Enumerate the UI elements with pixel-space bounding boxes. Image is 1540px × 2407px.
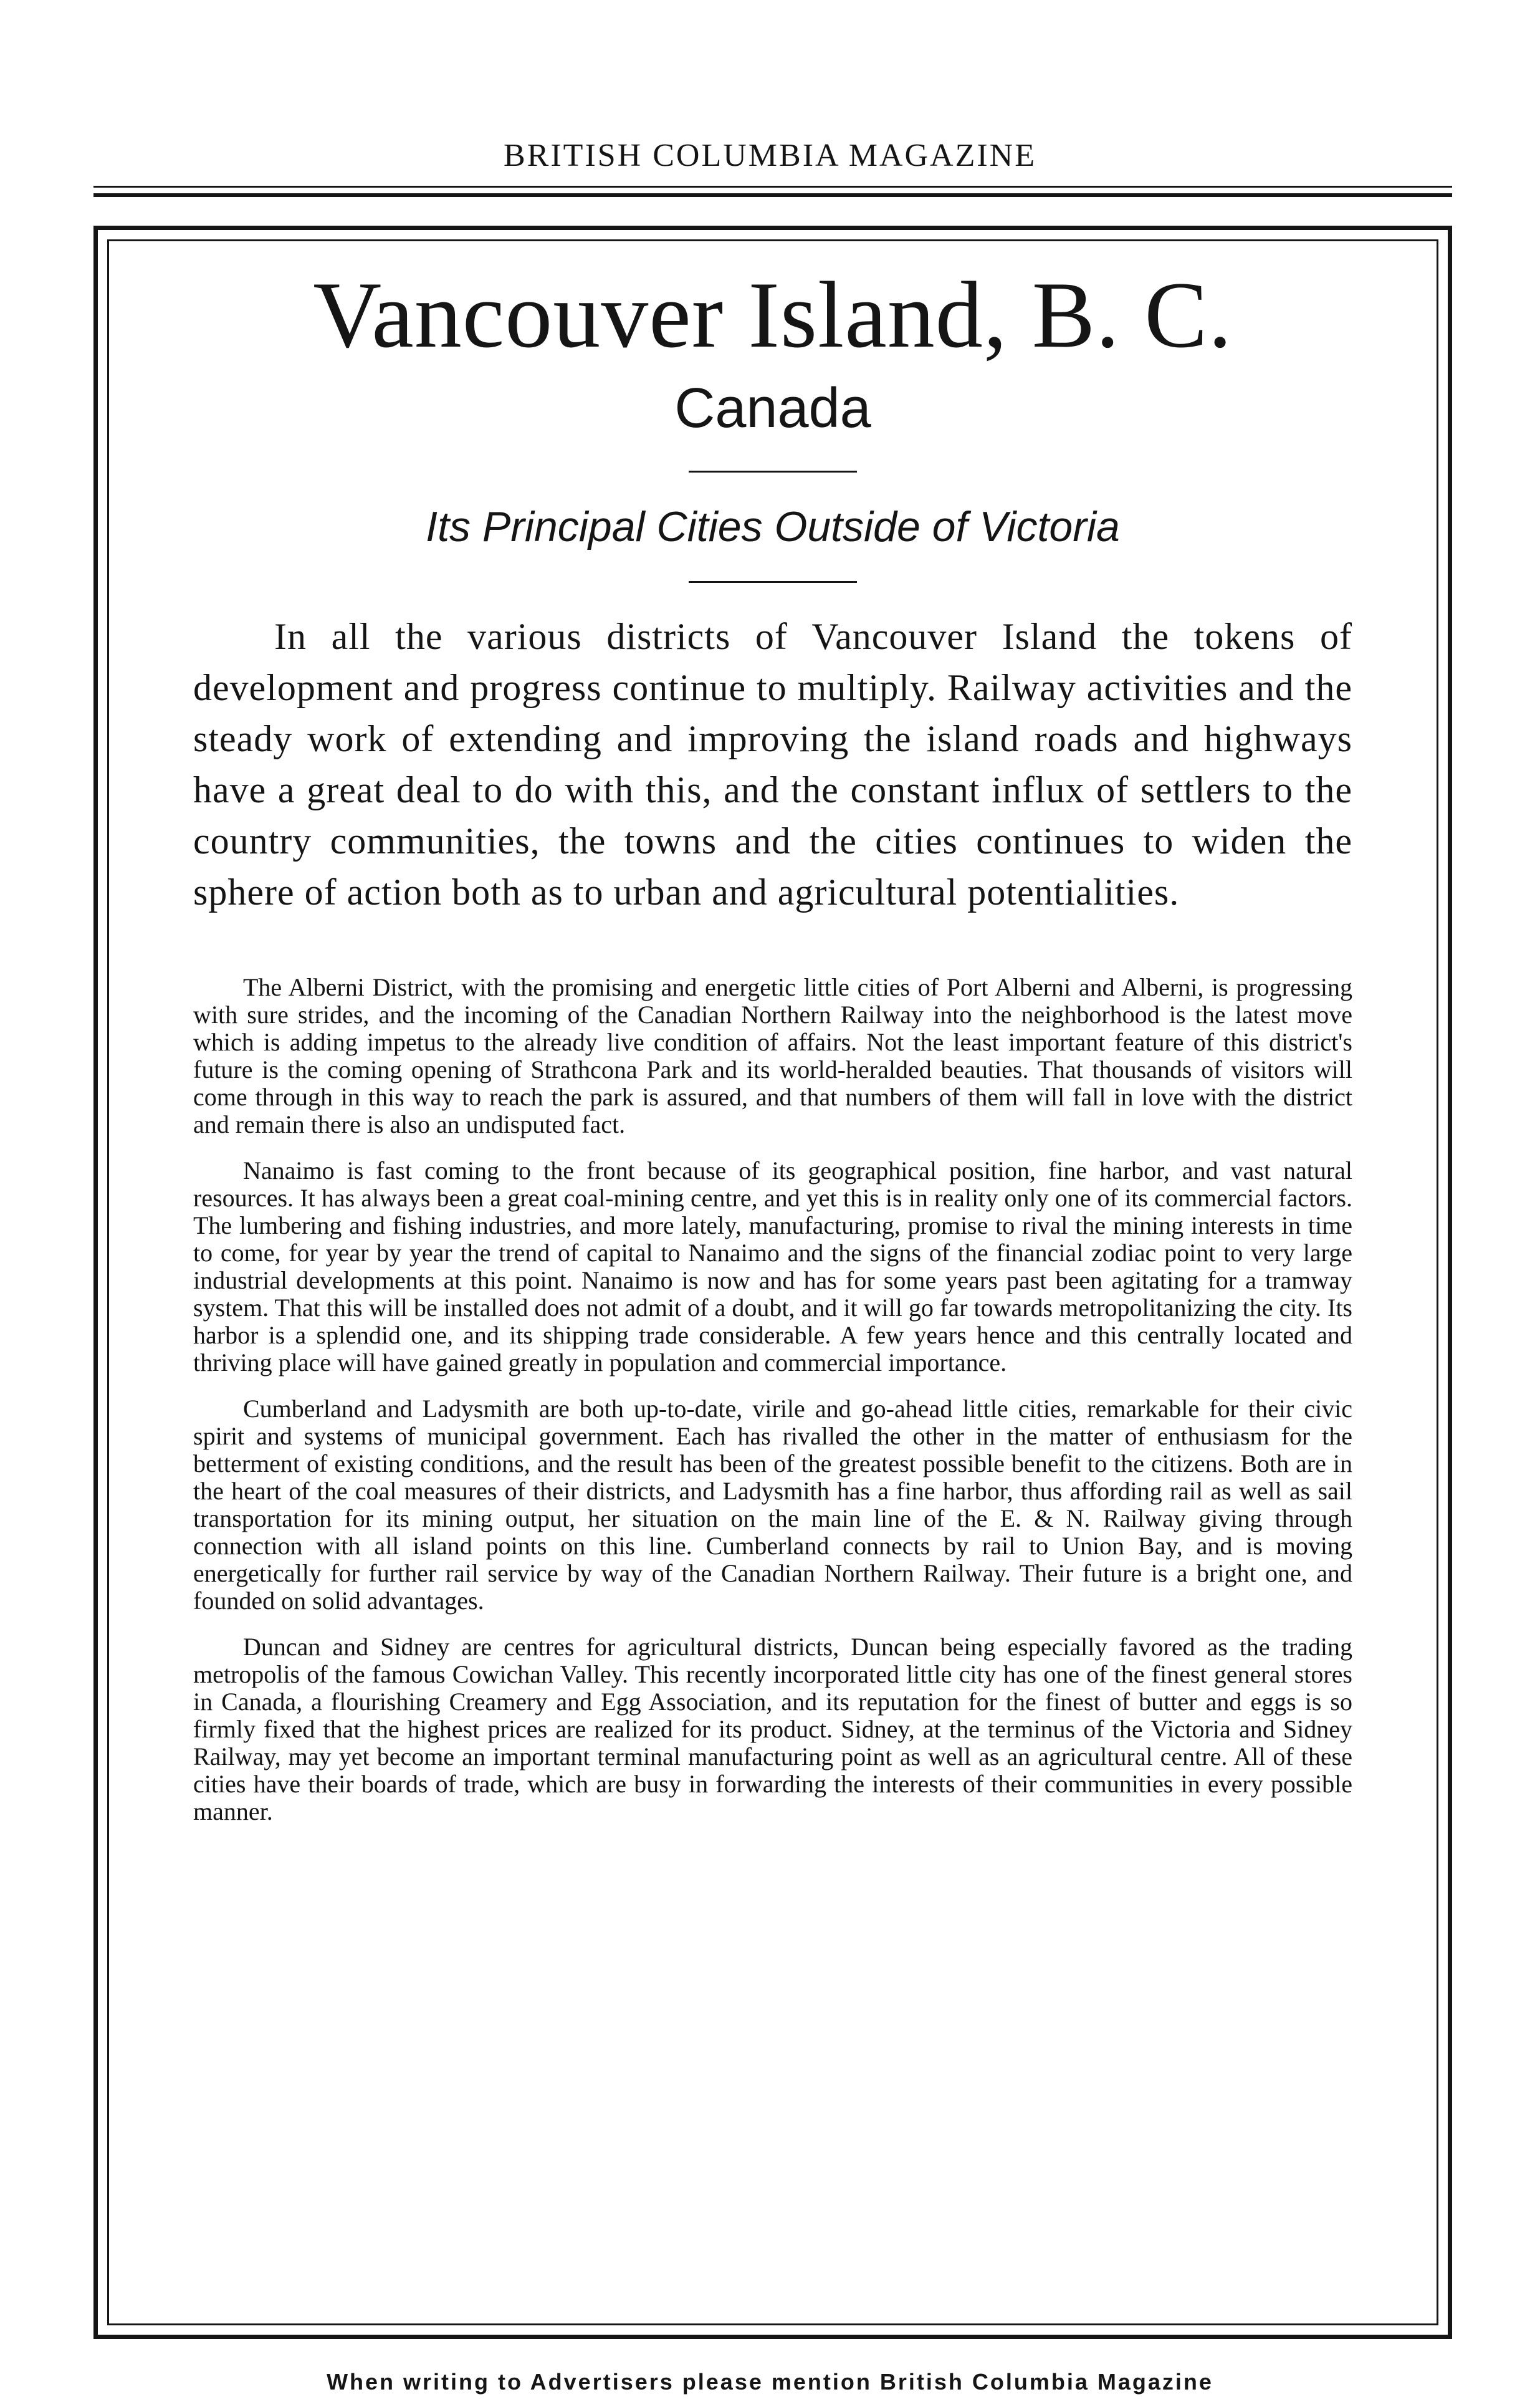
running-head: BRITISH COLUMBIA MAGAZINE <box>504 138 1036 173</box>
advertisement-content <box>193 262 1352 1844</box>
subtitle: Its Principal Cities Outside of Victoria <box>426 503 1120 550</box>
divider-rule <box>689 471 857 473</box>
footer-note: When writing to Advertisers please mention British Columbia Magazine <box>327 2369 1213 2395</box>
body-text <box>193 974 1352 1825</box>
country-heading: Canada <box>674 377 871 440</box>
divider-rule <box>689 581 857 583</box>
paragraph-nanaimo: Nanaimo is fast coming to the front because of its geographical position, fine harbor, and vast natural resources. It has always been a great coal-mining centre, and yet this is in reality only one of its commercial factors. The lumbering and fishing industries, and more lately, manufacturing, promise to rival the mining interests in time to come, for year by year the trend of capital to Nanaimo and the signs of the financial zodiac point to very large industrial developments at this point. Nanaimo is now and has for some years past been agitating for a tramway system. That this will be installed does not admit of a doubt, and it will go far towards metropolitanizing the city. Its harbor is a splendid one, and its shipping trade considerable. A few years hence and this centrally located and thriving place will have gained greatly in population and commercial importance. <box>193 1156 1352 1376</box>
paragraph-cumberland-ladysmith: Cumberland and Ladysmith are both up-to-date, virile and go-ahead little cities, remarkable for their civic spirit and systems of municipal government. Each has rivalled the other in the matter of enthusiasm for the betterment of existing conditions, and the result has been of the greatest possible benefit to the citizens. Both are in the heart of the coal measures of their districts, and Ladysmith has a fine harbor, thus affording rail as well as sail transportation for its mining output, her situation on the main line of the E. & N. Railway giving through connection with all island points on this line. Cumberland connects by rail to Union Bay, and is moving energetically for further rail service by way of the Canadian Northern Railway. Their future is a bright one, and founded on solid advantages. <box>193 1395 1352 1615</box>
intro-paragraph: In all the various districts of Vancouver Island the tokens of development and progress continue to multiply. Railway activities and the steady work of extending and improving the island roads and highways have a great deal to do with this, and the constant influx of settlers to the country communities, the towns and the cities continues to widen the sphere of action both as to urban and agricultural potentialities. <box>193 616 1352 913</box>
header-rule-thin <box>93 186 1452 188</box>
paragraph-alberni: The Alberni District, with the promising and energetic little cities of Port Alberni and Alberni, is progressing with sure strides, and the incoming of the Canadian Northern Railway into the neighborhood is the latest move which is adding impetus to the already live condition of affairs. Not the least important feature of this district's future is the coming opening of Strathcona Park and its world-heralded beauties. That thousands of visitors will come through in this way to reach the park is assured, and that numbers of them will fall in love with the district and remain there is also an undisputed fact. <box>193 973 1352 1138</box>
page-title: Vancouver Island, B. C. <box>313 262 1233 367</box>
header-rule-thick <box>93 193 1452 197</box>
paragraph-duncan-sidney: Duncan and Sidney are centres for agricultural districts, Duncan being especially favored as the trading metropolis of the famous Cowichan Valley. This recently incorporated little city has one of the finest general stores in Canada, a flourishing Creamery and Egg Association, and its reputation for the finest of butter and eggs is so firmly fixed that the highest prices are realized for its product. Sidney, at the terminus of the Victoria and Sidney Railway, may yet become an important terminal manufacturing point as well as an agricultural centre. All of these cities have their boards of trade, which are busy in forwarding the interests of their communities in every possible manner. <box>193 1633 1352 1825</box>
